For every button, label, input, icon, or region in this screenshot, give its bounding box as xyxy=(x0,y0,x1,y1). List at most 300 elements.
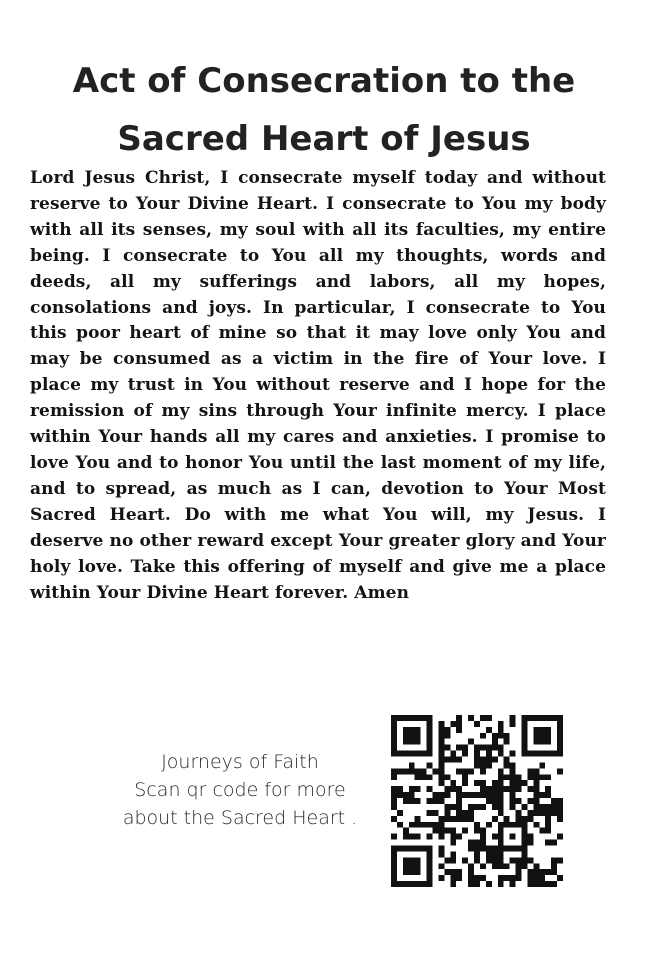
qr-module xyxy=(427,762,433,768)
qr-module xyxy=(415,727,421,733)
qr-module xyxy=(498,798,504,804)
qr-module xyxy=(444,786,450,792)
qr-module xyxy=(438,757,444,763)
qr-module xyxy=(480,875,486,881)
qr-module xyxy=(474,828,480,834)
qr-module xyxy=(551,751,557,757)
qr-module xyxy=(409,863,415,869)
qr-module xyxy=(468,840,474,846)
qr-module xyxy=(527,751,533,757)
qr-module xyxy=(516,774,522,780)
qr-module xyxy=(480,733,486,739)
qr-module xyxy=(415,869,421,875)
qr-module xyxy=(551,810,557,816)
qr-module xyxy=(533,863,539,869)
qr-module xyxy=(415,751,421,757)
qr-module xyxy=(480,745,486,751)
qr-module xyxy=(527,810,533,816)
qr-module xyxy=(510,798,516,804)
qr-module xyxy=(391,857,397,863)
qr-module xyxy=(391,804,397,810)
qr-module xyxy=(557,857,563,863)
qr-module xyxy=(456,798,462,804)
qr-module xyxy=(480,757,486,763)
qr-module xyxy=(551,857,557,863)
qr-module xyxy=(516,845,522,851)
qr-module xyxy=(498,751,504,757)
qr-module xyxy=(557,751,563,757)
qr-module xyxy=(539,869,545,875)
qr-module xyxy=(551,881,557,887)
qr-module xyxy=(468,869,474,875)
qr-module xyxy=(557,721,563,727)
qr-module xyxy=(521,715,527,721)
qr-module xyxy=(486,762,492,768)
qr-module xyxy=(409,792,415,798)
qr-module xyxy=(409,739,415,745)
qr-module xyxy=(516,863,522,869)
qr-module xyxy=(551,804,557,810)
qr-module xyxy=(462,745,468,751)
qr-module xyxy=(480,804,486,810)
qr-module xyxy=(486,851,492,857)
qr-module xyxy=(480,840,486,846)
qr-module xyxy=(474,875,480,881)
qr-module xyxy=(474,851,480,857)
qr-module xyxy=(504,786,510,792)
qr-module xyxy=(415,786,421,792)
qr-module xyxy=(533,822,539,828)
qr-module xyxy=(545,733,551,739)
qr-module xyxy=(498,774,504,780)
qr-module xyxy=(533,810,539,816)
qr-module xyxy=(421,774,427,780)
qr-module xyxy=(498,828,504,834)
qr-module xyxy=(521,822,527,828)
qr-module xyxy=(462,792,468,798)
qr-module xyxy=(403,715,409,721)
qr-module xyxy=(433,792,439,798)
qr-module xyxy=(444,733,450,739)
qr-module xyxy=(527,840,533,846)
qr-module xyxy=(510,834,516,840)
qr-module xyxy=(498,834,504,840)
qr-module xyxy=(557,875,563,881)
qr-module xyxy=(545,840,551,846)
qr-module xyxy=(521,851,527,857)
qr-module xyxy=(533,881,539,887)
qr-module xyxy=(415,822,421,828)
qr-module xyxy=(391,863,397,869)
qr-module xyxy=(444,757,450,763)
qr-module xyxy=(474,721,480,727)
qr-module xyxy=(456,816,462,822)
qr-module xyxy=(557,834,563,840)
qr-module xyxy=(527,774,533,780)
qr-module xyxy=(533,768,539,774)
qr-module xyxy=(444,774,450,780)
qr-module xyxy=(480,863,486,869)
qr-module xyxy=(539,828,545,834)
qr-module xyxy=(486,757,492,763)
footer-line-3: about the Sacred Heart . xyxy=(122,807,358,829)
qr-module xyxy=(498,857,504,863)
qr-module xyxy=(480,845,486,851)
qr-module xyxy=(557,804,563,810)
qr-module xyxy=(492,739,498,745)
qr-module xyxy=(438,762,444,768)
qr-module xyxy=(409,762,415,768)
qr-module xyxy=(527,869,533,875)
qr-code-icon[interactable] xyxy=(391,715,563,887)
qr-module xyxy=(450,780,456,786)
qr-module xyxy=(486,822,492,828)
qr-module xyxy=(427,727,433,733)
qr-module xyxy=(444,810,450,816)
qr-module xyxy=(516,810,522,816)
qr-module xyxy=(521,804,527,810)
qr-module xyxy=(397,810,403,816)
qr-module xyxy=(438,768,444,774)
qr-module xyxy=(444,792,450,798)
qr-module xyxy=(510,721,516,727)
qr-module xyxy=(486,786,492,792)
qr-module xyxy=(450,757,456,763)
qr-module xyxy=(498,786,504,792)
qr-module xyxy=(539,792,545,798)
qr-module xyxy=(391,834,397,840)
qr-module xyxy=(480,715,486,721)
qr-module xyxy=(444,727,450,733)
qr-module xyxy=(438,863,444,869)
qr-module xyxy=(533,780,539,786)
qr-module xyxy=(456,792,462,798)
qr-module xyxy=(510,774,516,780)
qr-module xyxy=(510,875,516,881)
qr-module xyxy=(551,869,557,875)
qr-module xyxy=(391,881,397,887)
qr-module xyxy=(545,881,551,887)
qr-module xyxy=(438,751,444,757)
qr-module xyxy=(539,751,545,757)
qr-module xyxy=(492,733,498,739)
qr-module xyxy=(462,751,468,757)
qr-module xyxy=(403,739,409,745)
qr-module xyxy=(521,780,527,786)
qr-module xyxy=(427,715,433,721)
qr-module xyxy=(557,739,563,745)
qr-module xyxy=(492,757,498,763)
qr-module xyxy=(444,816,450,822)
qr-module xyxy=(433,810,439,816)
qr-module xyxy=(456,721,462,727)
qr-module xyxy=(415,798,421,804)
qr-module xyxy=(480,828,486,834)
qr-module xyxy=(557,798,563,804)
qr-module xyxy=(504,762,510,768)
qr-module xyxy=(539,762,545,768)
qr-module xyxy=(492,857,498,863)
qr-module xyxy=(504,816,510,822)
qr-module xyxy=(403,751,409,757)
qr-module xyxy=(427,739,433,745)
qr-module xyxy=(415,863,421,869)
qr-module xyxy=(391,751,397,757)
qr-module xyxy=(521,857,527,863)
qr-module xyxy=(498,840,504,846)
qr-module xyxy=(527,881,533,887)
qr-module xyxy=(539,739,545,745)
qr-module xyxy=(450,816,456,822)
qr-module xyxy=(510,822,516,828)
qr-module xyxy=(504,757,510,763)
qr-module xyxy=(438,798,444,804)
qr-module xyxy=(498,845,504,851)
footer-line-1: Journeys of Faith xyxy=(161,751,319,773)
qr-module xyxy=(450,804,456,810)
qr-module xyxy=(498,733,504,739)
footer-line-2: Scan qr code for more xyxy=(134,779,346,801)
qr-module xyxy=(427,745,433,751)
qr-module xyxy=(504,822,510,828)
qr-module xyxy=(498,810,504,816)
qr-module xyxy=(468,875,474,881)
qr-module xyxy=(557,816,563,822)
qr-module xyxy=(498,780,504,786)
qr-module xyxy=(403,727,409,733)
qr-module xyxy=(498,851,504,857)
qr-module xyxy=(391,727,397,733)
qr-module xyxy=(521,721,527,727)
qr-module xyxy=(516,875,522,881)
qr-module xyxy=(415,739,421,745)
qr-module xyxy=(521,739,527,745)
qr-module xyxy=(456,715,462,721)
qr-module xyxy=(533,798,539,804)
qr-module xyxy=(545,751,551,757)
qr-module xyxy=(468,804,474,810)
qr-module xyxy=(391,774,397,780)
qr-module xyxy=(450,751,456,757)
qr-module xyxy=(433,768,439,774)
qr-module xyxy=(409,881,415,887)
qr-module xyxy=(486,845,492,851)
qr-module xyxy=(391,721,397,727)
qr-module xyxy=(409,857,415,863)
qr-module xyxy=(533,869,539,875)
qr-module xyxy=(498,792,504,798)
qr-module xyxy=(527,857,533,863)
qr-module xyxy=(438,792,444,798)
qr-module xyxy=(480,768,486,774)
qr-module xyxy=(480,834,486,840)
qr-module xyxy=(527,768,533,774)
qr-module xyxy=(498,881,504,887)
qr-module xyxy=(474,881,480,887)
qr-module xyxy=(557,733,563,739)
qr-module xyxy=(444,857,450,863)
qr-module xyxy=(421,822,427,828)
qr-module xyxy=(421,881,427,887)
qr-module xyxy=(427,774,433,780)
qr-module xyxy=(450,857,456,863)
qr-module xyxy=(498,804,504,810)
qr-module xyxy=(480,762,486,768)
qr-module xyxy=(403,834,409,840)
qr-module xyxy=(486,798,492,804)
qr-module xyxy=(421,715,427,721)
qr-module xyxy=(427,881,433,887)
qr-module xyxy=(427,733,433,739)
qr-module xyxy=(557,715,563,721)
qr-module xyxy=(427,875,433,881)
qr-module xyxy=(521,840,527,846)
qr-module xyxy=(545,792,551,798)
qr-module xyxy=(539,804,545,810)
qr-module xyxy=(516,798,522,804)
qr-module xyxy=(444,828,450,834)
qr-module xyxy=(391,768,397,774)
qr-module xyxy=(427,810,433,816)
qr-module xyxy=(450,881,456,887)
qr-module xyxy=(456,869,462,875)
qr-module xyxy=(427,869,433,875)
qr-module xyxy=(521,834,527,840)
qr-module xyxy=(468,845,474,851)
qr-module xyxy=(391,715,397,721)
qr-module xyxy=(533,804,539,810)
qr-module xyxy=(557,768,563,774)
qr-module xyxy=(450,786,456,792)
page-title xyxy=(20,52,628,168)
qr-module xyxy=(397,768,403,774)
qr-module xyxy=(504,863,510,869)
qr-module xyxy=(438,834,444,840)
qr-module xyxy=(539,875,545,881)
qr-module xyxy=(510,881,516,887)
qr-module xyxy=(486,881,492,887)
qr-module xyxy=(444,869,450,875)
qr-module xyxy=(486,792,492,798)
qr-module xyxy=(521,751,527,757)
qr-module xyxy=(403,881,409,887)
qr-module xyxy=(403,857,409,863)
qr-module xyxy=(409,834,415,840)
qr-module xyxy=(427,751,433,757)
qr-module xyxy=(545,816,551,822)
qr-module xyxy=(533,786,539,792)
qr-module xyxy=(474,857,480,863)
qr-module xyxy=(450,828,456,834)
qr-module xyxy=(468,715,474,721)
qr-module xyxy=(421,768,427,774)
qr-module xyxy=(450,840,456,846)
qr-module xyxy=(527,834,533,840)
qr-module xyxy=(468,881,474,887)
qr-module xyxy=(474,804,480,810)
qr-module xyxy=(516,857,522,863)
qr-module xyxy=(504,774,510,780)
qr-module xyxy=(468,816,474,822)
qr-module xyxy=(527,786,533,792)
qr-module xyxy=(403,768,409,774)
qr-module xyxy=(486,715,492,721)
qr-module xyxy=(533,751,539,757)
qr-module xyxy=(391,786,397,792)
qr-module xyxy=(450,834,456,840)
qr-module xyxy=(527,816,533,822)
qr-module xyxy=(474,845,480,851)
qr-module xyxy=(462,780,468,786)
qr-module xyxy=(403,869,409,875)
qr-module xyxy=(492,863,498,869)
qr-module xyxy=(492,816,498,822)
qr-module xyxy=(551,798,557,804)
qr-module xyxy=(462,828,468,834)
qr-module xyxy=(545,727,551,733)
qr-module xyxy=(521,727,527,733)
qr-module xyxy=(539,774,545,780)
qr-module xyxy=(403,733,409,739)
qr-module xyxy=(397,715,403,721)
qr-module xyxy=(486,745,492,751)
qr-module xyxy=(462,768,468,774)
qr-module xyxy=(474,745,480,751)
qr-module xyxy=(403,798,409,804)
qr-module xyxy=(438,816,444,822)
qr-module xyxy=(427,798,433,804)
qr-module xyxy=(557,810,563,816)
qr-module xyxy=(397,751,403,757)
qr-module xyxy=(539,810,545,816)
qr-module xyxy=(557,727,563,733)
qr-module xyxy=(510,786,516,792)
qr-module xyxy=(427,786,433,792)
qr-module xyxy=(403,792,409,798)
qr-module xyxy=(539,727,545,733)
qr-module xyxy=(492,845,498,851)
qr-module xyxy=(486,751,492,757)
qr-module xyxy=(498,768,504,774)
qr-module xyxy=(498,727,504,733)
qr-module xyxy=(397,792,403,798)
qr-module xyxy=(438,822,444,828)
qr-module xyxy=(433,822,439,828)
qr-module xyxy=(527,798,533,804)
qr-module xyxy=(498,875,504,881)
qr-module xyxy=(450,721,456,727)
qr-module xyxy=(492,786,498,792)
qr-module xyxy=(516,869,522,875)
qr-module xyxy=(521,845,527,851)
qr-module xyxy=(504,733,510,739)
qr-module xyxy=(391,869,397,875)
qr-module xyxy=(391,745,397,751)
qr-module xyxy=(438,745,444,751)
qr-module xyxy=(480,786,486,792)
qr-module xyxy=(516,822,522,828)
qr-module xyxy=(456,804,462,810)
qr-module xyxy=(510,762,516,768)
qr-module xyxy=(438,828,444,834)
qr-module xyxy=(391,739,397,745)
qr-module xyxy=(492,792,498,798)
qr-module xyxy=(510,751,516,757)
qr-module xyxy=(427,851,433,857)
qr-module xyxy=(510,845,516,851)
qr-module xyxy=(492,745,498,751)
qr-module xyxy=(456,757,462,763)
